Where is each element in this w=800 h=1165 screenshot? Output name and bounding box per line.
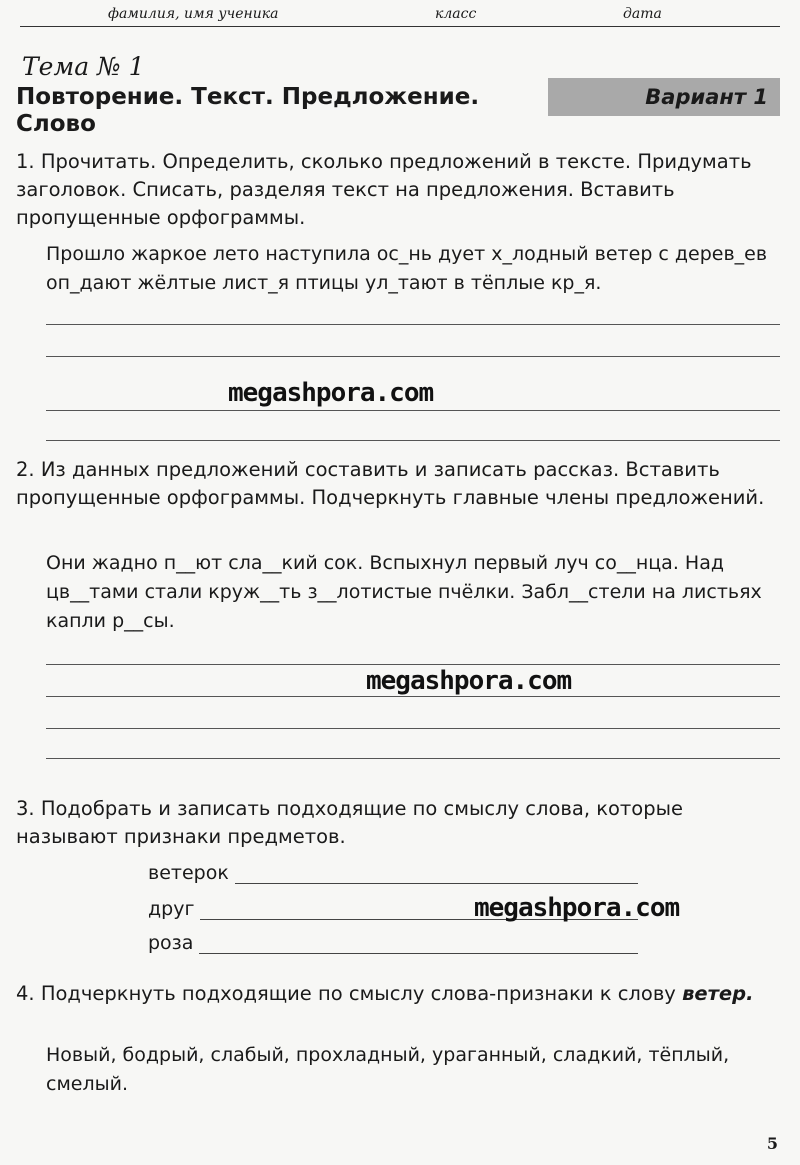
answer-line[interactable] [46,324,780,325]
word-label: роза [148,932,194,954]
answer-line[interactable] [46,410,780,411]
word-label: ветерок [148,862,229,884]
answer-line[interactable] [46,664,780,665]
task-4-text: Подчеркнуть подходящие по смыслу слова-признаки к слову [40,982,676,1005]
answer-line[interactable] [46,728,780,729]
header-divider [20,26,780,27]
date-label: дата [623,6,662,22]
watermark: megashpora.com [228,378,434,408]
variant-badge [548,78,780,116]
topic-label: Тема № 1 [22,52,145,81]
task-1-number: 1. [16,150,35,173]
task-3-text: Подобрать и записать подходящие по смыслу слова, которые называют признаки предметов. [16,797,683,848]
answer-line[interactable] [46,356,780,357]
class-label: класс [435,6,477,22]
answer-line[interactable] [46,758,780,759]
task-2-text: Из данных предложений составить и записать рассказ. Вставить пропущенные орфограммы. Подчеркнуть главные члены предложений. [16,458,765,509]
task-1-instruction [16,148,786,232]
task-1-exercise-text: Прошло жаркое лето наступила ос_нь дует х_лодный ветер с дерев_ев оп_дают жёлтые лист_я птицы ул_тают в тёплые кр_я. [46,243,768,294]
watermark: megashpora.com [366,666,572,696]
variant-label: Вариант 1 [645,85,768,109]
word-row [148,862,638,884]
task-4-instruction [16,980,786,1008]
task-2-instruction [16,456,786,512]
answer-line[interactable] [199,935,638,954]
word-label: друг [148,898,195,920]
answer-line[interactable] [235,865,638,884]
task-2-exercise-text: Они жадно п__ют сла__кий сок. Вспыхнул первый луч со__нца. Над цв__тами стали круж__ть з__лотистые пчёлки. Забл__стели на листьях капли р__сы. [46,552,762,632]
page-number: 5 [766,1134,778,1153]
task-1-text: Прочитать. Определить, сколько предложений в тексте. Придумать заголовок. Списать, разделяя текст на предложения. Вставить пропущенные орфограммы. [16,150,752,229]
answer-line[interactable] [46,440,780,441]
answer-line[interactable] [46,696,780,697]
word-row [148,932,638,954]
student-name-label: фамилия, имя ученика [108,6,279,22]
task-4-number: 4. [16,982,35,1005]
task-3-number: 3. [16,797,35,820]
task-3-instruction [16,795,786,851]
task-2-number: 2. [16,458,35,481]
watermark: megashpora.com [474,893,680,923]
page-title: Повторение. Текст. Предложение. Слово [16,84,480,137]
task-4-keyword: ветер. [682,982,754,1005]
task-4-exercise-text: Новый, бодрый, слабый, прохладный, ураганный, сладкий, тёплый, смелый. [46,1044,730,1095]
